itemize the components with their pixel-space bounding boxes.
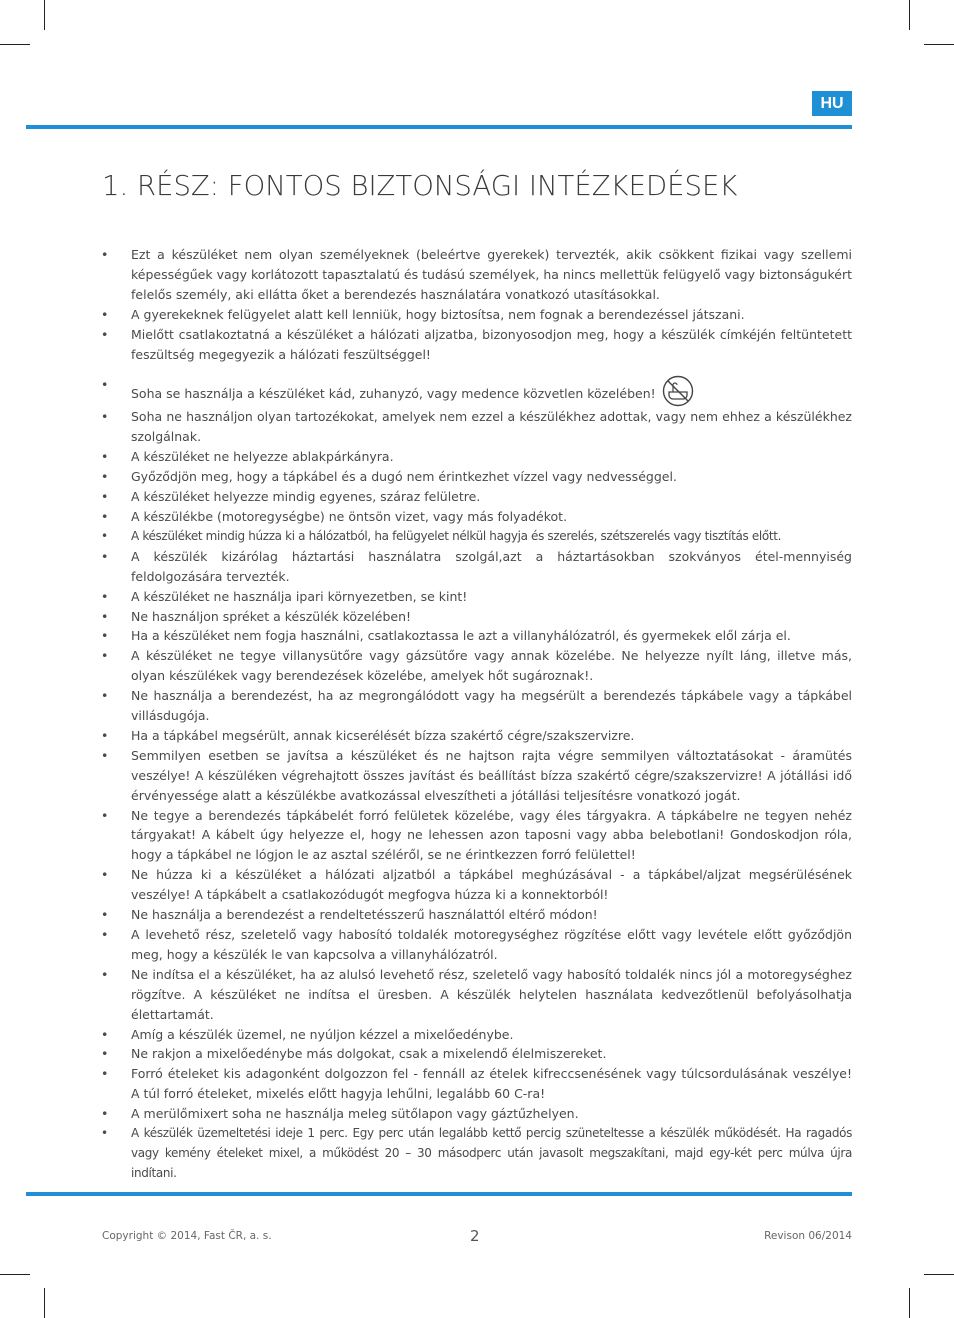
bullet: • xyxy=(101,907,109,923)
bullet: • xyxy=(101,807,109,823)
bullet: • xyxy=(101,548,109,564)
item-text: Ne használja a berendezést, ha az megrongálódott vagy ha megsérült a berendezés tápkábele vagy a tápkábel villásdugója. xyxy=(131,688,852,724)
crop-mark xyxy=(44,0,45,30)
list-item xyxy=(101,1124,852,1184)
bullet: • xyxy=(101,1066,109,1082)
item-text: Ne rakjon a mixelőedénybe más dolgokat, csak a mixelendő élelmiszereket. xyxy=(131,1046,607,1062)
list-item xyxy=(101,726,852,746)
item-text: Ne használjon spréket a készülék közelében! xyxy=(131,608,412,624)
bullet: • xyxy=(101,528,108,543)
bullet: • xyxy=(101,727,109,743)
page-number: 2 xyxy=(470,1227,480,1245)
language-badge: HU xyxy=(812,91,852,116)
item-text: A levehető rész, szeletelő vagy habosító toldalék motoregységhez rögzítése előtt vagy levétele előtt győződjön meg, hogy a készülék le van kapcsolva a villanyhálózatról. xyxy=(131,927,852,962)
list-item xyxy=(101,607,852,627)
item-text: A készüléket helyezze mindig egyenes, száraz felületre. xyxy=(131,489,481,505)
bullet: • xyxy=(101,377,109,393)
bullet: • xyxy=(101,628,109,644)
crop-mark xyxy=(909,0,910,30)
crop-mark xyxy=(0,1274,30,1275)
list-item xyxy=(101,905,852,925)
list-item xyxy=(101,746,852,806)
bullet: • xyxy=(101,608,109,624)
list-item xyxy=(101,865,852,905)
list-item xyxy=(101,547,852,587)
list-item xyxy=(101,447,852,467)
item-text: A készülék üzemeltetési ideje 1 perc. Egy perc után legalább kettő percig szüneteltesse a készülék működését. Ha ragadós vagy kemény ételeket mixel, a működést 20 – 30 másodperc után javasolt megszakítani, majd egy-két perc múlva újra indítani. xyxy=(131,1126,852,1180)
item-text: Ne indítsa el a készüléket, ha az alulsó levehető rész, szeletelő vagy habosító toldalék nincs jól a motoregységhez rögzítve. A készüléket ne indítsa el üresben. A készülék helytelen használata kedvezőtlenül befolyásolhatja élettartamát. xyxy=(131,966,852,1022)
bullet: • xyxy=(101,927,109,942)
safety-list xyxy=(101,245,852,1184)
crop-mark xyxy=(44,1288,45,1318)
item-text: Győződjön meg, hogy a tápkábel és a dugó nem érintkezhet vízzel vagy nedvességgel. xyxy=(131,469,677,485)
no-bathtub-icon xyxy=(662,375,694,407)
bullet: • xyxy=(101,449,109,465)
item-text: Soha ne használjon olyan tartozékokat, amelyek nem ezzel a készülékhez adottak, vagy nem ehhez a készülékhez szolgálnak. xyxy=(131,409,852,445)
bullet: • xyxy=(101,508,109,524)
list-item xyxy=(101,1044,852,1064)
item-text: Semmilyen esetben se javítsa a készüléket és ne hajtson rajta végre semmilyen változtatásokat - áramütés veszélye! A készüléken végrehajtott összes javítást és beállítást bízza szakértő cégre/szakszervizre! A jótállási idő érvényessége alatt a készülékbe avatkozással elveszítheti a jótállási teljesítésre vonatkozó jogát. xyxy=(131,747,852,803)
list-item xyxy=(101,467,852,487)
item-text: A készülékbe (motoregységbe) ne öntsön vizet, vagy más folyadékot. xyxy=(131,508,568,524)
item-text: A készüléket ne használja ipari környezetben, se kint! xyxy=(131,588,468,604)
list-item xyxy=(101,806,852,866)
crop-mark xyxy=(924,44,954,45)
item-text: A készülék kizárólag háztartási használatra szolgál,azt a háztartásokban szokványos étel-mennyiség feldolgozására tervezték. xyxy=(131,548,852,584)
header-rule xyxy=(26,125,852,129)
list-item xyxy=(101,305,852,325)
item-text: Ha a készüléket nem fogja használni, csatlakoztassa le azt a villanyhálózatról, és gyermekek elől zárja el. xyxy=(131,628,791,644)
bullet: • xyxy=(101,469,109,485)
list-item xyxy=(101,1025,852,1045)
item-text: Ne húzza ki a készüléket a hálózati aljzatból a tápkábel meghúzásával - a tápkábel/aljzat megsérülésének veszélye! A tápkábelt a csatlakozódugót megfogva húzza ki a konnektorból! xyxy=(131,867,852,903)
bullet: • xyxy=(101,247,109,262)
item-text: Mielőtt csatlakoztatná a készüléket a hálózati aljzatba, bizonyosodjon meg, hogy a készülék címkéjén feltüntetett feszültség megegyezik a hálózati feszültséggel! xyxy=(131,326,852,362)
bullet: • xyxy=(101,747,109,763)
list-item xyxy=(101,527,852,547)
bullet: • xyxy=(101,867,109,883)
list-item xyxy=(101,646,852,686)
list-item xyxy=(101,245,852,305)
bullet: • xyxy=(101,409,109,425)
item-text: A készüléket mindig húzza ki a hálózatból, ha felügyelet nélkül hagyja és szerelés, szétszerelés vagy tisztítás előtt. xyxy=(131,528,782,543)
item-text: Soha se használja a készüléket kád, zuhanyzó, vagy medence közvetlen közelében! xyxy=(131,386,656,402)
list-item xyxy=(101,1104,852,1124)
bullet: • xyxy=(101,489,109,505)
footer-rule xyxy=(26,1192,852,1196)
crop-mark xyxy=(0,44,30,45)
list-item xyxy=(101,626,852,646)
crop-mark xyxy=(924,1274,954,1275)
item-text: A merülőmixert soha ne használja meleg sütőlapon vagy gáztűzhelyen. xyxy=(131,1106,579,1122)
list-item xyxy=(101,487,852,507)
item-text: Ezt a készüléket nem olyan személyeknek (beleértve gyerekek) tervezték, akik csökkent fizikai vagy szellemi képességűek vagy korlátozott tapasztalatú és tudású személyek, ha nincs mellettük felügyelő vagy biztonságukért felelős személy, aki ellátta őket a berendezés használatára vonatkozó utasításokkal. xyxy=(131,247,852,302)
item-text: Ne használja a berendezést a rendeltetésszerű használattól eltérő módon! xyxy=(131,907,598,923)
bullet: • xyxy=(101,966,109,982)
list-item xyxy=(101,965,852,1025)
bullet: • xyxy=(101,1046,109,1062)
list-item xyxy=(101,686,852,726)
item-text: Forró ételeket kis adagonként dolgozzon fel - fennáll az ételek kifreccsenésének vagy túlcsordulásának veszélye! A túl forró ételeket, mixelés előtt hagyja lehűlni, legalább 60 C-ra! xyxy=(131,1066,852,1102)
list-item xyxy=(101,325,852,365)
page-title: 1. RÉSZ: FONTOS BIZTONSÁGI INTÉZKEDÉSEK xyxy=(102,170,738,202)
list-item xyxy=(101,407,852,447)
list-item xyxy=(101,375,852,407)
bullet: • xyxy=(101,306,109,322)
bullet: • xyxy=(101,1126,108,1141)
bullet: • xyxy=(101,326,109,342)
revision-text: Revison 06/2014 xyxy=(764,1230,852,1242)
bullet: • xyxy=(101,688,109,704)
crop-mark xyxy=(909,1288,910,1318)
item-text: Ne tegye a berendezés tápkábelét forró felületek közelébe, vagy éles tárgyakra. A tápkábelre ne tegyen nehéz tárgyakat! A kábelt úgy helyezze el, hogy ne lehessen azon taposni vagy abba belebotlani! Gondoskodjon róla, hogy a tápkábel ne lógjon le az asztal széléről, se ne érintkezzen forró felülettel! xyxy=(131,807,852,863)
bullet: • xyxy=(101,1026,109,1042)
list-item xyxy=(101,925,852,965)
list-item xyxy=(101,587,852,607)
item-text: A készüléket ne tegye villanysütőre vagy gázsütőre vagy annak közelébe. Ne helyezze nyílt láng, illetve más, olyan készülékek vagy berendezések közelébe, amelyek hőt sugároznak!. xyxy=(131,648,852,684)
bullet: • xyxy=(101,648,109,664)
list-item xyxy=(101,1064,852,1104)
copyright-text: Copyright © 2014, Fast ČR, a. s. xyxy=(102,1230,272,1242)
list-item xyxy=(101,507,852,527)
item-text: Ha a tápkábel megsérült, annak kicserélését bízza szakértő cégre/szakszervizre. xyxy=(131,727,635,743)
item-text: A gyerekeknek felügyelet alatt kell lenniük, hogy biztosítsa, nem fognak a berendezéssel játszani. xyxy=(131,306,745,322)
bullet: • xyxy=(101,1106,109,1122)
item-text: A készüléket ne helyezze ablakpárkányra. xyxy=(131,449,394,465)
item-text: Amíg a készülék üzemel, ne nyúljon kézzel a mixelőedénybe. xyxy=(131,1026,514,1042)
bullet: • xyxy=(101,588,109,604)
